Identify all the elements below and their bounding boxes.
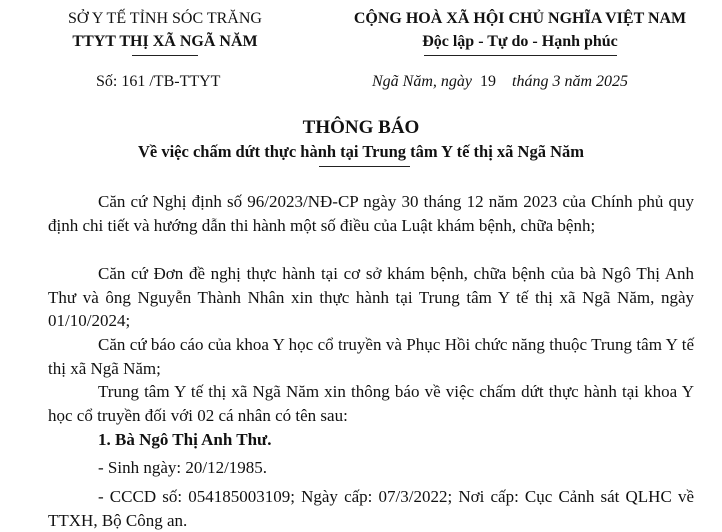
document-title: THÔNG BÁO [302, 117, 420, 138]
paragraph-text: 1. Bà Ngô Thị Anh Thư. [98, 430, 272, 449]
paragraph-text: Căn cứ Nghị định số 96/2023/NĐ-CP ngày 30 tháng 12 năm 2023 của Chính phủ quy định chi tiết và hướng dẫn thi hành một số điều của Luật khám bệnh, chữa bệnh; [48, 192, 694, 235]
person-1-name [48, 428, 694, 452]
paragraph-text: Căn cứ báo cáo của khoa Y học cổ truyền và Phục Hồi chức năng thuộc Trung tâm Y tế thị xã Ngã Năm; [48, 335, 694, 378]
person-1-id [48, 485, 694, 532]
paragraph-text: Trung tâm Y tế thị xã Ngã Năm xin thông báo về việc chấm dứt thực hành tại khoa Y học cổ truyền đối với 02 cá nhân có tên sau: [48, 382, 694, 425]
date-line [372, 73, 628, 91]
date-prefix: Ngã Năm, ngày [372, 73, 472, 90]
person-1-dob [48, 456, 694, 480]
date-day: 19 [480, 73, 496, 90]
motto-underline [424, 55, 617, 56]
paragraph-legal-basis-1 [48, 190, 694, 237]
paragraph-legal-basis-2 [48, 262, 694, 333]
nation-heading: CỘNG HOÀ XÃ HỘI CHỦ NGHĨA VIỆT NAM [353, 10, 687, 27]
paragraph-legal-basis-3 [48, 333, 694, 380]
document-subtitle: Về việc chấm dứt thực hành tại Trung tâm Y tế thị xã Ngã Năm [137, 142, 585, 161]
subtitle-divider [319, 166, 410, 167]
paragraph-text: - Sinh ngày: 20/12/1985. [98, 458, 268, 477]
motto: Độc lập - Tự do - Hạnh phúc [422, 33, 618, 50]
agency-divider [132, 55, 198, 56]
doc-number: Số: 161 /TB-TTYT [96, 73, 221, 90]
date-rest: tháng 3 năm 2025 [512, 73, 628, 90]
agency-parent: SỞ Y TẾ TỈNH SÓC TRĂNG [68, 10, 262, 27]
paragraph-text: - CCCD số: 054185003109; Ngày cấp: 07/3/2022; Nơi cấp: Cục Cảnh sát QLHC về TTXH, Bộ Công an. [48, 487, 694, 530]
paragraph-announcement [48, 380, 694, 427]
paragraph-text: Căn cứ Đơn đề nghị thực hành tại cơ sở khám bệnh, chữa bệnh của bà Ngô Thị Anh Thư và ông Nguyễn Thành Nhân xin thực hành tại Trung tâm Y tế thị xã Ngã Năm, ngày 01/10/2024; [48, 264, 694, 330]
agency-name: TTYT THỊ XÃ NGÃ NĂM [72, 33, 258, 50]
